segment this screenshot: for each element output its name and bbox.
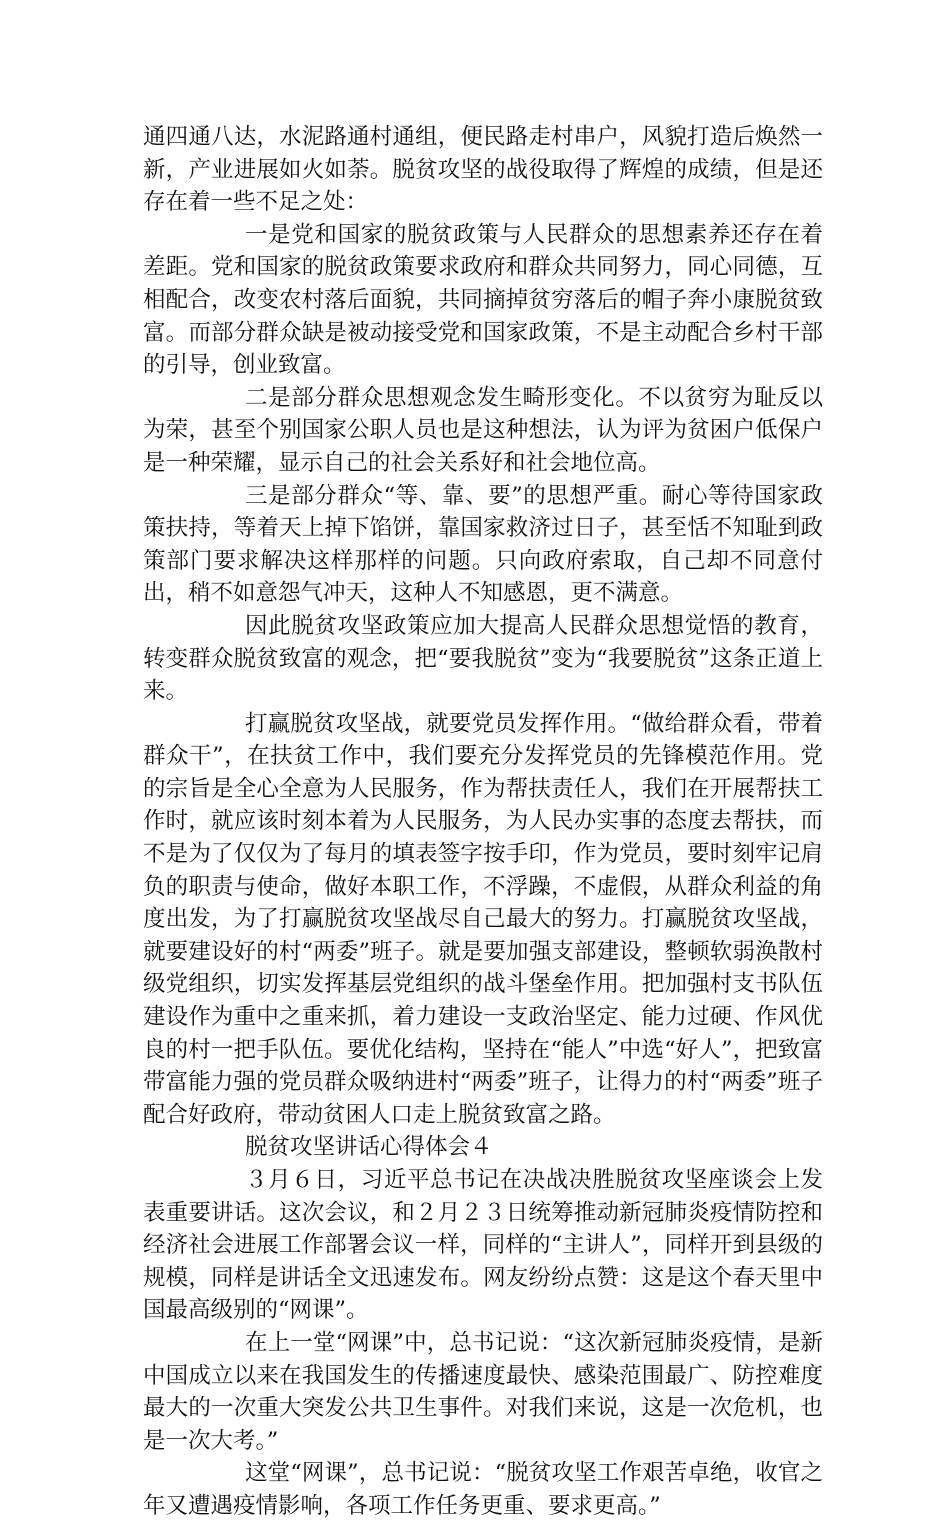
document-body xyxy=(143,121,823,1523)
paragraph-continuation: 通四通八达，水泥路通村通组，便民路走村串户，风貌打造后焕然一新，产业进展如火如荼。脱贫攻坚的战役取得了辉煌的成绩，但是还存在着一些不足之处： xyxy=(143,124,823,216)
paragraph-speech-intro: ３月６日，习近平总书记在决战决胜脱贫攻坚座谈会上发表重要讲话。这次会议，和２月２３日统筹推动新冠肺炎疫情防控和经济社会进展工作部署会议一样，同样的“主讲人”，同样开到县级的规模，同样是讲话全文迅速发布。网友纷纷点赞：这是这个春天里中国最高级别的“网课”。 xyxy=(143,1167,823,1324)
paragraph-conclusion: 因此脱贫攻坚政策应加大提高人民群众思想觉悟的教育，转变群众脱贫致富的观念，把“要我脱贫”变为“我要脱贫”这条正道上来。 xyxy=(143,612,823,705)
paragraph-party-members: 打赢脱贫攻坚战，就要党员发挥作用。“做给群众看，带着群众干”，在扶贫工作中，我们要充分发挥党员的先锋模范作用。党的宗旨是全心全意为人民服务，作为帮扶责任人，我们在开展帮扶工作时，就应该时刻本着为人民服务，为人民办实事的态度去帮扶，而不是为了仅仅为了每月的填表签字按手印，作为党员，要时刻牢记肩负的职责与使命，做好本职工作，不浮躁，不虚假，从群众利益的角度出发，为了打赢脱贫攻坚战尽自己最大的努力。打赢脱贫攻坚战，就要建设好的村“两委”班子。就是要加强支部建设，整顿软弱涣散村级党组织，切实发挥基层党组织的战斗堡垒作用。把加强村支书队伍建设作为重中之重来抓，着力建设一支政治坚定、能力过硬、作风优良的村一把手队伍。要优化结构，坚持在“能人”中选“好人”，把致富带富能力强的党员群众吸纳进村“两委”班子，让得力的村“两委”班子配合好政府，带动贫困人口走上脱贫致富之路。 xyxy=(143,710,823,1128)
paragraph-point-three: 三是部分群众“等、靠、要”的思想严重。耐心等待国家政策扶持，等着天上掉下馅饼，靠国家救济过日子，甚至恬不知耻到政策部门要求解决这样那样的问题。只向政府索取，自己却不同意付出，稍不如意怨气冲天，这种人不知感恩，更不满意。 xyxy=(143,482,823,607)
paragraph-point-two: 二是部分群众思想观念发生畸形变化。不以贫穷为耻反以为荣，甚至个别国家公职人员也是这种想法，认为评为贫困户低保户是一种荣耀，显示自己的社会关系好和社会地位高。 xyxy=(143,384,823,476)
paragraph-previous-lesson: 在上一堂“网课”中，总书记说：“这次新冠肺炎疫情，是新中国成立以来在我国发生的传播速度最快、感染范围最广、防控难度最大的一次重大突发公共卫生事件。对我们来说，这是一次危机，也是一次大考。” xyxy=(143,1329,823,1454)
paragraph-point-one: 一是党和国家的脱贫政策与人民群众的思想素养还存在着差距。党和国家的脱贫政策要求政府和群众共同努力，同心同德，互相配合，改变农村落后面貌，共同摘掉贫穷落后的帽子奔小康脱贫致富。而部分群众缺是被动接受党和国家政策，不是主动配合乡村干部的引导，创业致富。 xyxy=(143,221,823,379)
section-heading: 脱贫攻坚讲话心得体会４ xyxy=(245,1134,493,1161)
paragraph-current-lesson: 这堂“网课”，总书记说：“脱贫攻坚工作艰苦卓绝，收官之年又遭遇疫情影响，各项工作任务更重、要求更高。” xyxy=(143,1460,823,1519)
